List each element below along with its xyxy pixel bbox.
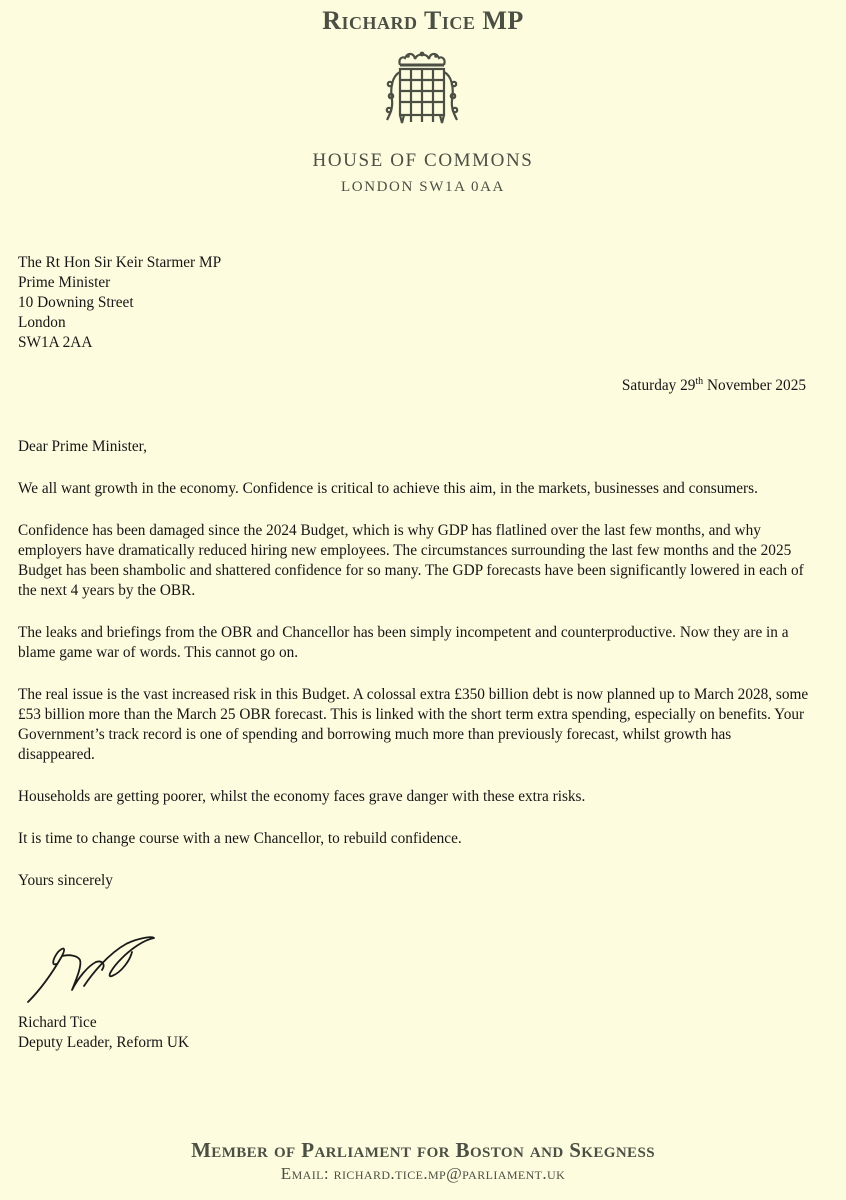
footer-constituency: Member of Parliament for Boston and Skegness	[191, 1138, 655, 1162]
recipient-address	[18, 253, 221, 353]
portcullis-icon	[384, 50, 460, 130]
recipient-line: London	[18, 314, 66, 331]
letterhead-address: LONDON SW1A 0AA	[341, 179, 505, 195]
letter-body	[18, 437, 810, 913]
recipient-line: 10 Downing Street	[18, 294, 134, 311]
body-paragraph: The real issue is the vast increased risk in this Budget. A colossal extra £350 billion debt is now planned up to March 2028, some £53 billion more than the March 25 OBR forecast. This is linked with the short term extra spending, especially on benefits. Your Government’s track record is one of spending and borrowing much more than previously forecast, whilst growth has disappeared.	[18, 686, 809, 763]
body-paragraph: It is time to change course with a new Chancellor, to rebuild confidence.	[18, 830, 462, 847]
signer-block	[18, 1013, 189, 1053]
body-paragraph: The leaks and briefings from the OBR and Chancellor has been simply incompetent and counterproductive. Now they are in a blame game war of words. This cannot go on.	[18, 624, 789, 661]
signature-image	[22, 926, 162, 1008]
date-day: Saturday 29	[621, 377, 696, 394]
salutation: Dear Prime Minister,	[18, 438, 147, 455]
closing: Yours sincerely	[18, 872, 113, 889]
signer-name: Richard Tice	[18, 1014, 97, 1031]
date-ordinal: th	[695, 376, 704, 387]
body-paragraph: We all want growth in the economy. Confidence is critical to achieve this aim, in the markets, businesses and consumers.	[18, 480, 758, 497]
signer-title: Deputy Leader, Reform UK	[18, 1034, 189, 1051]
letterhead-name: Richard Tice MP	[322, 6, 524, 35]
body-paragraph: Households are getting poorer, whilst the economy faces grave danger with these extra risks.	[18, 788, 586, 805]
letter-date	[622, 376, 806, 396]
footer-email: Email: richard.tice.mp@parliament.uk	[280, 1164, 566, 1183]
body-paragraph: Confidence has been damaged since the 2024 Budget, which is why GDP has flatlined over the last few months, and why employers have dramatically reduced hiring new employees. The circumstances surrounding the last few months and the 2025 Budget has been shambolic and shattered confidence for so many. The GDP forecasts have been significantly lowered in each of the next 4 years by the OBR.	[18, 522, 804, 599]
recipient-line: Prime Minister	[18, 274, 111, 291]
recipient-line: SW1A 2AA	[18, 334, 93, 351]
letterhead-house: HOUSE OF COMMONS	[312, 150, 534, 171]
date-month-year: November 2025	[703, 377, 806, 394]
recipient-line: The Rt Hon Sir Keir Starmer MP	[18, 254, 222, 271]
